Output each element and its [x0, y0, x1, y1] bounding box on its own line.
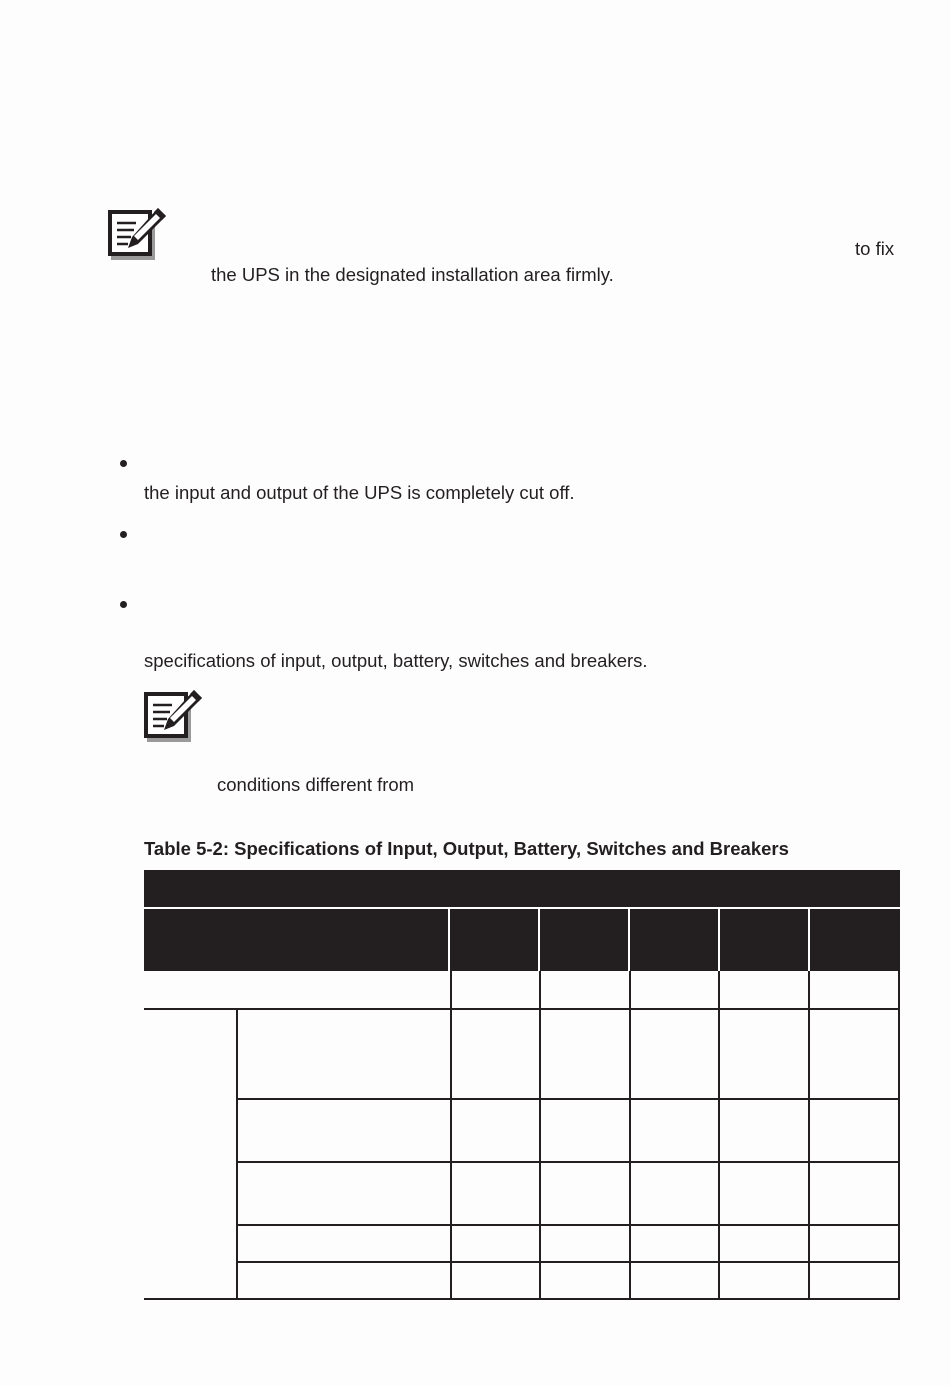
- column-header: [720, 909, 810, 971]
- table-cell: [631, 1010, 720, 1100]
- bullet-dot: [120, 601, 127, 608]
- table-cell: [810, 1163, 900, 1226]
- table-group-cell: [144, 1010, 238, 1300]
- table-cell: [720, 1163, 810, 1226]
- table-cell: [720, 1100, 810, 1163]
- table-title-band: [144, 870, 900, 907]
- note-icon: [108, 206, 170, 262]
- table-cell: [631, 1163, 720, 1226]
- table-cell: [238, 1100, 452, 1163]
- table-cell: [452, 1226, 541, 1263]
- table-cell: [452, 971, 541, 1010]
- table-cell: [541, 1163, 631, 1226]
- table-cell: [810, 1100, 900, 1163]
- table-cell: [452, 1163, 541, 1226]
- table-cell: [541, 1263, 631, 1300]
- table-cell: [631, 971, 720, 1010]
- table-cell: [238, 1010, 452, 1100]
- table-cell: [631, 1226, 720, 1263]
- bullet-text: the input and output of the UPS is completely cut off.: [144, 482, 575, 503]
- column-header: [630, 909, 720, 971]
- table-cell: [720, 1263, 810, 1300]
- table-caption: Table 5-2: Specifications of Input, Output, Battery, Switches and Breakers: [144, 838, 789, 859]
- table-cell: [541, 1100, 631, 1163]
- column-header: [450, 909, 540, 971]
- table-cell: [541, 1226, 631, 1263]
- column-header: [810, 909, 900, 971]
- table-cell: [238, 1226, 452, 1263]
- table-cell: [720, 1226, 810, 1263]
- table-cell: [631, 1100, 720, 1163]
- column-header: [144, 909, 450, 971]
- table-cell: [541, 971, 631, 1010]
- table-cell: [810, 971, 900, 1010]
- table-cell: [810, 1010, 900, 1100]
- table-cell: [452, 1263, 541, 1300]
- bullet-dot: [120, 460, 127, 467]
- table-cell: [452, 1100, 541, 1163]
- table-cell: [452, 1010, 541, 1100]
- note-icon: [144, 688, 206, 744]
- table-cell: [810, 1226, 900, 1263]
- bullet-dot: [120, 531, 127, 538]
- bullet-text: specifications of input, output, battery, switches and breakers.: [144, 650, 648, 671]
- note-text-line: the UPS in the designated installation area firmly.: [211, 264, 614, 285]
- spec-table: [144, 870, 900, 1300]
- table-cell: [541, 1010, 631, 1100]
- table-cell: [631, 1263, 720, 1300]
- table-cell: [238, 1163, 452, 1226]
- table-cell: [810, 1263, 900, 1300]
- table-cell: [238, 1263, 452, 1300]
- column-header: [540, 909, 630, 971]
- table-cell: [144, 971, 452, 1010]
- table-cell: [720, 1010, 810, 1100]
- note-text-end: to fix: [855, 238, 895, 259]
- note-text-line: conditions different from: [217, 774, 415, 795]
- table-cell: [720, 971, 810, 1010]
